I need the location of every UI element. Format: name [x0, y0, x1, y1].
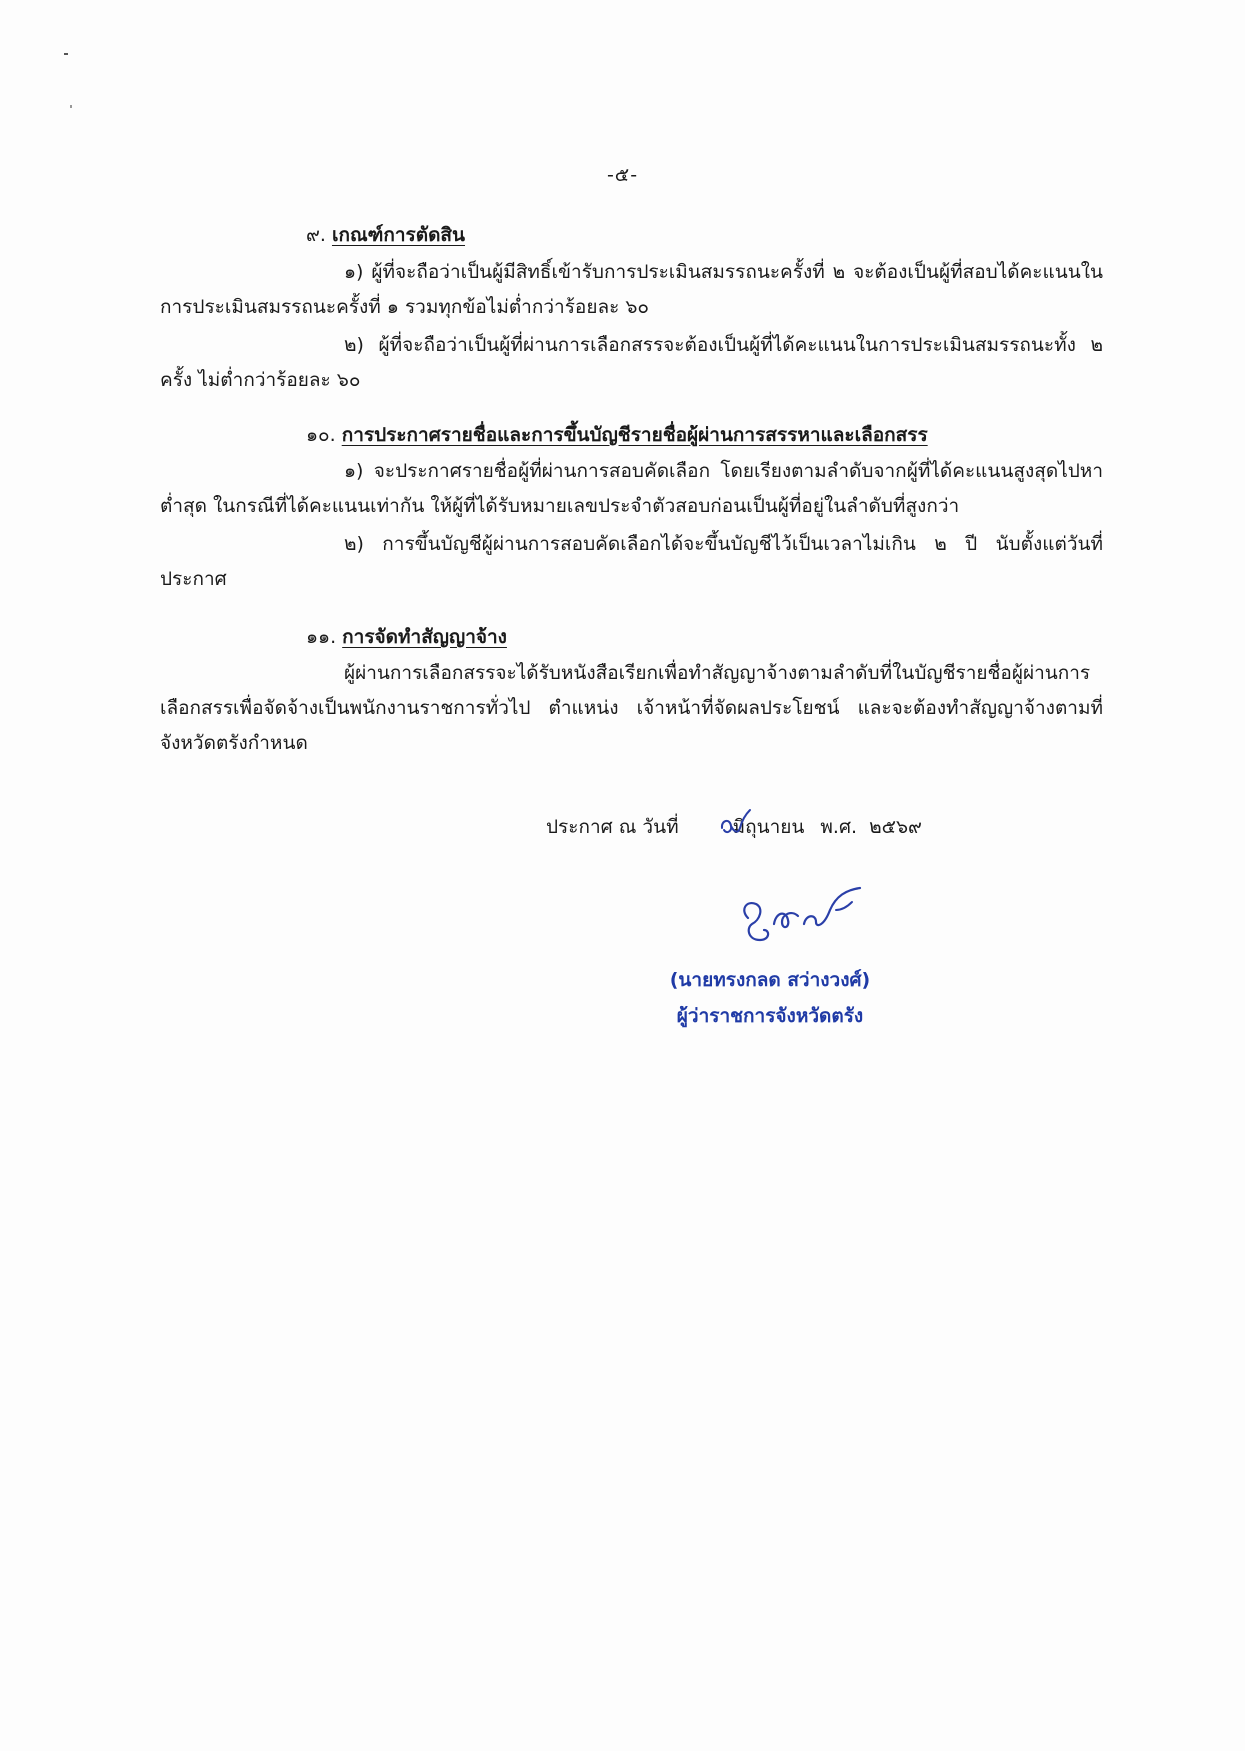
section-9-heading [306, 218, 465, 253]
section-10-heading [306, 418, 928, 453]
section-10-item-1: ๑) จะประกาศรายชื่อผู้ที่ผ่านการสอบคัดเลือก โดยเรียงตามลำดับจากผู้ที่ได้คะแนนสูงสุดไปหาต่ำสุด ในกรณีที่ได้คะแนนเท่ากัน ให้ผู้ที่ได้รับหมายเลขประจำตัวสอบก่อนเป็นผู้ที่อยู่ในลำดับที่สูงกว่า [160, 460, 1103, 517]
announcement-month: มิถุนายน [732, 816, 805, 838]
section-11-body: ผู้ผ่านการเลือกสรรจะได้รับหนังสือเรียกเพื่อทำสัญญาจ้างตามลำดับที่ในบัญชีรายชื่อผู้ผ่านการเลือกสรรเพื่อจัดจ้างเป็นพนักงานราชการทั่วไป ตำแหน่ง เจ้าหน้าที่จัดผลประโยชน์ และจะต้องทำสัญญาจ้างตามที่จังหวัดตรังกำหนด [160, 662, 1103, 754]
signature-mark [726, 880, 876, 950]
signer-name: (นายทรงกลด สว่างวงศ์) [669, 969, 871, 991]
section-9-number: ๙. [306, 224, 326, 246]
section-10-title: การประกาศรายชื่อและการขึ้นบัญชีรายชื่อผู้ผ่านการสรรหาและเลือกสรร [341, 424, 928, 446]
scan-speck [64, 53, 68, 55]
section-11-heading [306, 620, 507, 655]
section-11-number: ๑๑. [306, 626, 337, 648]
scan-speck [70, 105, 72, 108]
signer-position: ผู้ว่าราชการจังหวัดตรัง [676, 1005, 864, 1027]
section-10-item-2: ๒) การขึ้นบัญชีผู้ผ่านการสอบคัดเลือกได้จะขึ้นบัญชีไว้เป็นเวลาไม่เกิน ๒ ปี นับตั้งแต่วันที่ประกาศ [160, 533, 1103, 590]
section-9-title: เกณฑ์การตัดสิน [331, 224, 466, 246]
section-9-item-1: ๑) ผู้ที่จะถือว่าเป็นผู้มีสิทธิ์เข้ารับการประเมินสมรรถนะครั้งที่ ๒ จะต้องเป็นผู้ที่สอบได้คะแนนในการประเมินสมรรถนะครั้งที่ ๑ รวมทุกข้อไม่ต่ำกว่าร้อยละ ๖๐ [160, 261, 1103, 318]
handwritten-day-mark [718, 806, 752, 842]
announcement-year-prefix: พ.ศ. [820, 816, 858, 838]
section-9-item-2: ๒) ผู้ที่จะถือว่าเป็นผู้ที่ผ่านการเลือกสรรจะต้องเป็นผู้ที่ได้คะแนนในการประเมินสมรรถนะทั้ง ๒ ครั้ง ไม่ต่ำกว่าร้อยละ ๖๐ [160, 334, 1103, 391]
page-number: -๕- [606, 164, 639, 186]
section-10-number: ๑๐. [306, 424, 336, 446]
section-11-title: การจัดทำสัญญาจ้าง [342, 626, 507, 648]
announcement-year: ๒๕๖๙ [869, 816, 922, 838]
announcement-prefix: ประกาศ ณ วันที่ [546, 816, 679, 838]
